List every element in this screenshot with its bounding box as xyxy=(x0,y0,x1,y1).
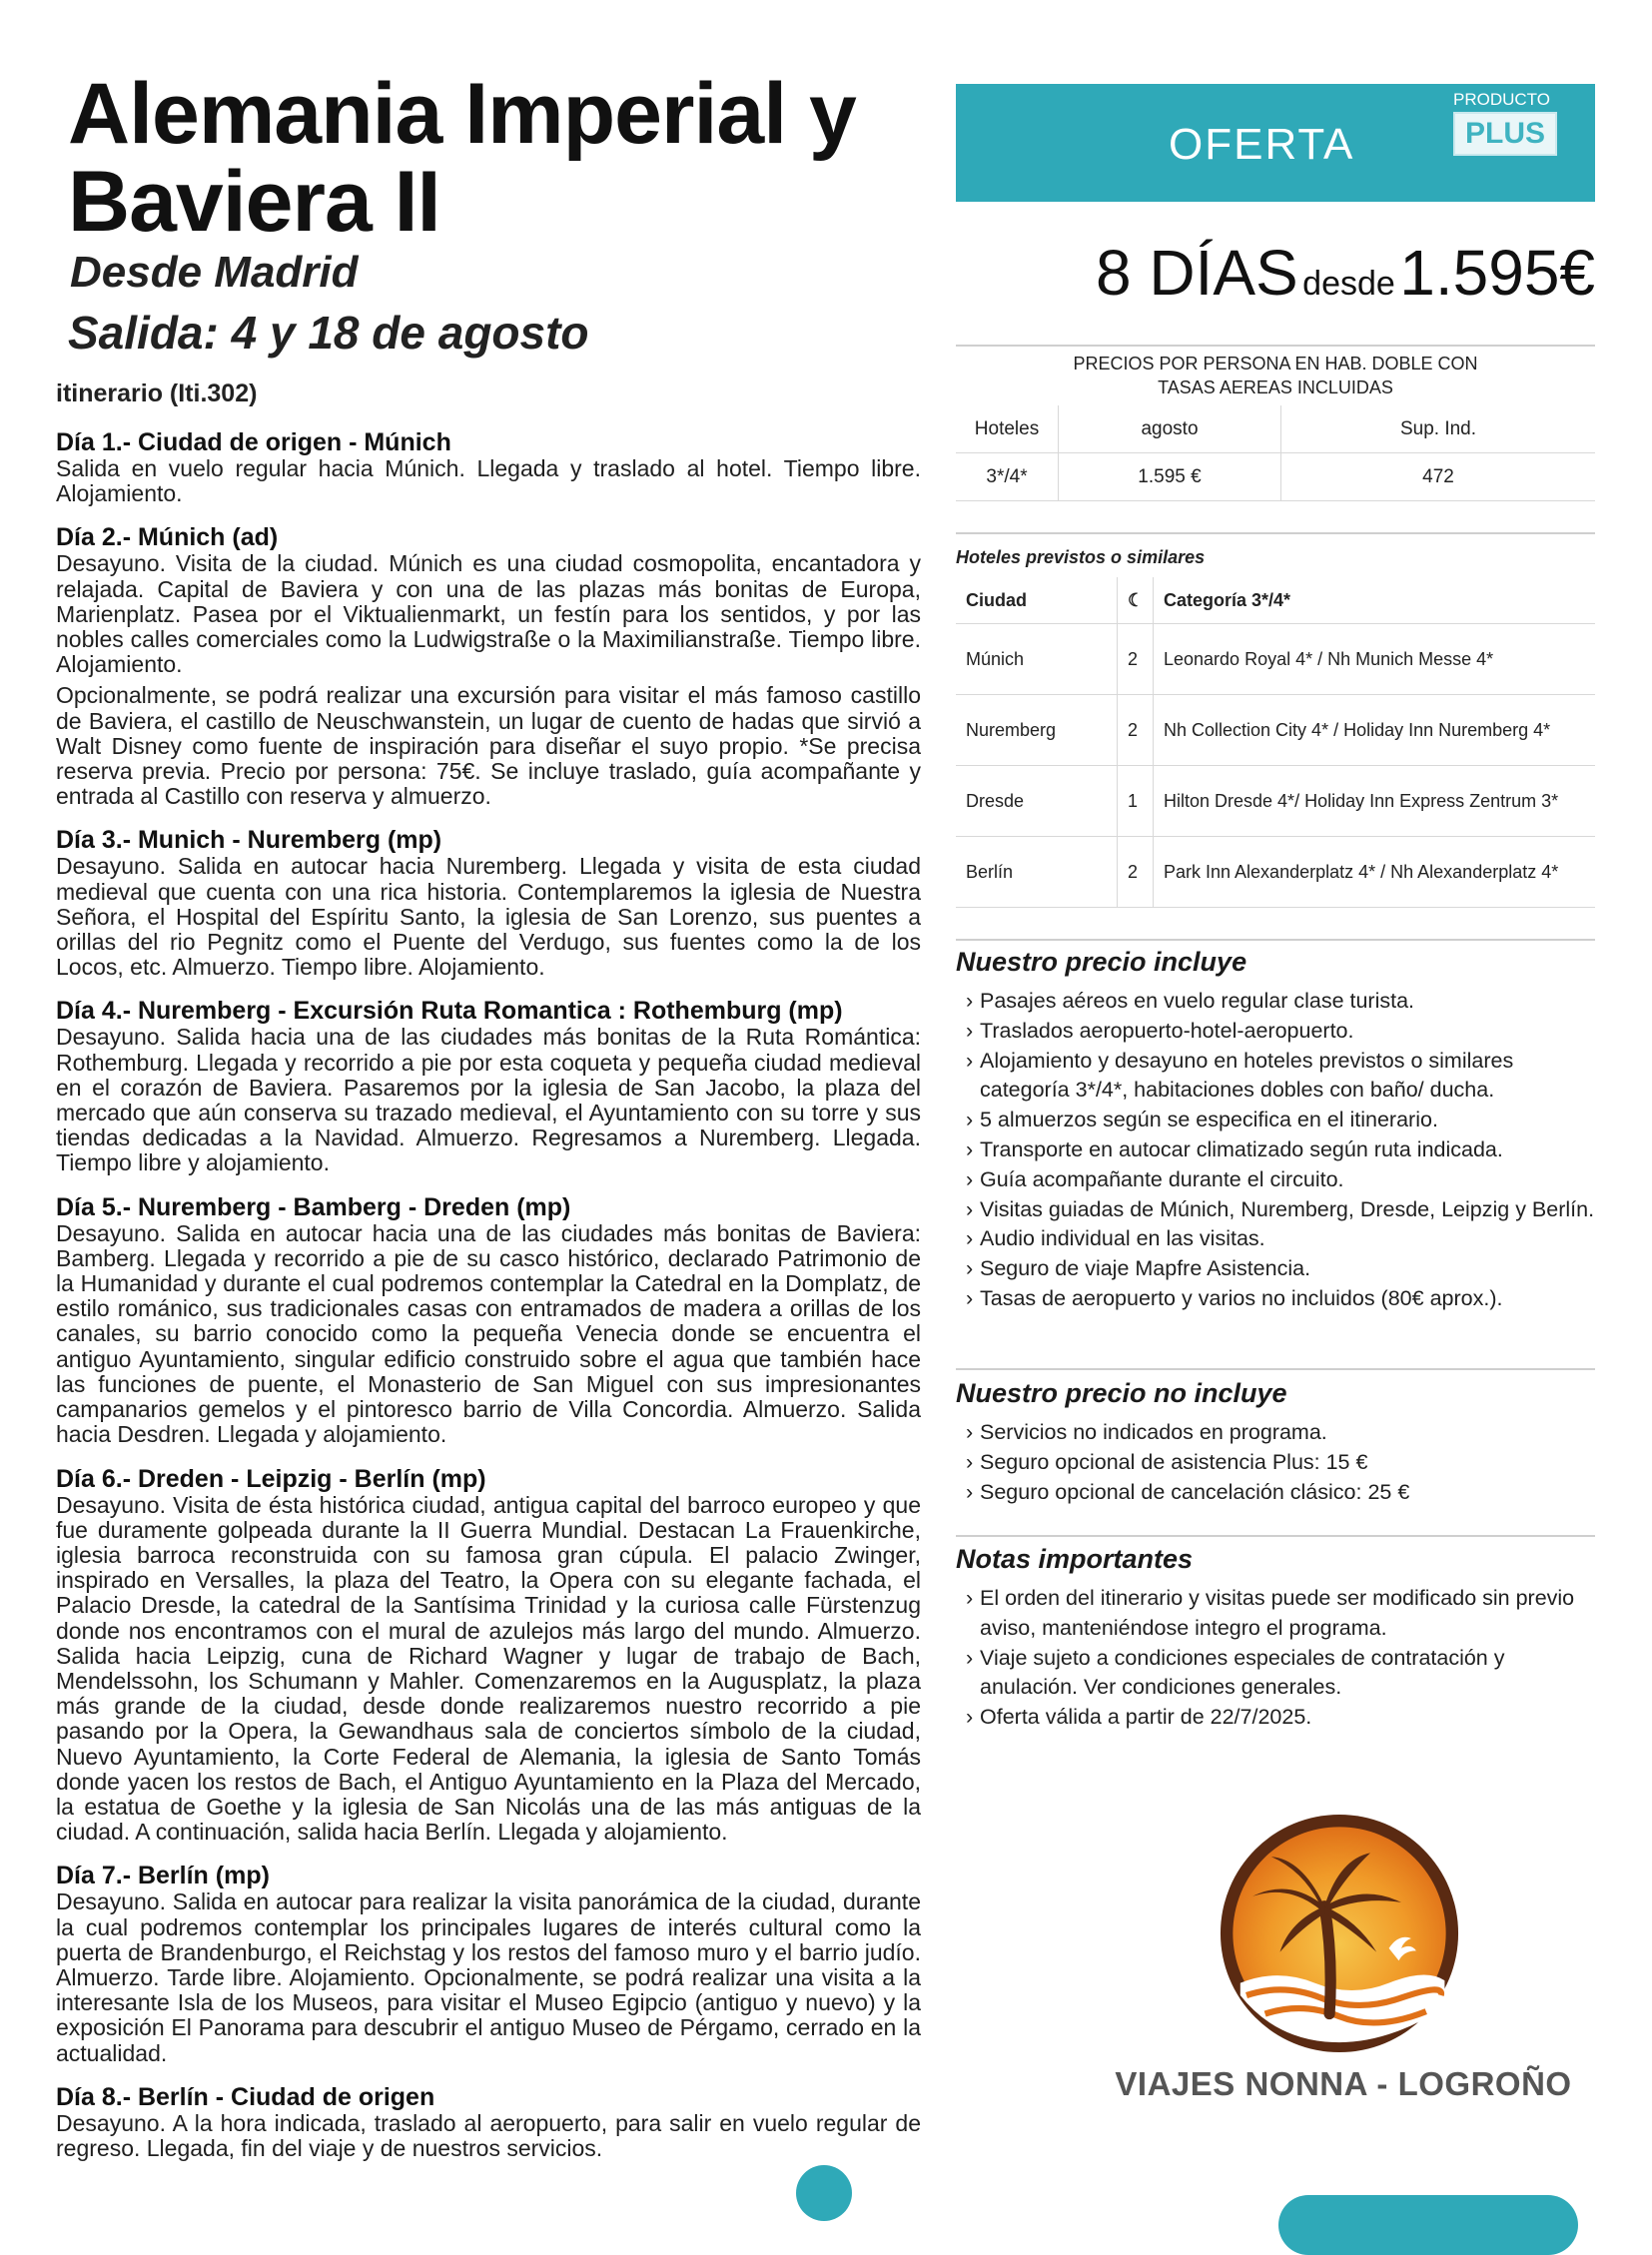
includes-item: › 5 almuerzos según se especifica en el itinerario. xyxy=(966,1106,1595,1135)
notes-list xyxy=(966,1584,1595,1733)
hotel-names: Park Inn Alexanderplatz 4* / Nh Alexanderplatz 4* xyxy=(1154,837,1596,908)
hotels-title: Hoteles previstos o similares xyxy=(956,547,1206,567)
itinerary-days xyxy=(56,429,921,2179)
page-dot-decoration xyxy=(796,2165,852,2221)
origin-subtitle: Desde Madrid xyxy=(70,248,359,297)
divider xyxy=(956,1535,1595,1537)
moon-icon: ☾ xyxy=(1118,577,1154,624)
itinerary-day xyxy=(56,1194,921,1448)
hotels-col-city: Ciudad xyxy=(956,577,1118,624)
includes-item: › Transporte en autocar climatizado según ruta indicada. xyxy=(966,1135,1595,1165)
hotel-nights: 1 xyxy=(1118,766,1154,837)
includes-item: › Tasas de aeropuerto y varios no incluidos (80€ aprox.). xyxy=(966,1284,1595,1314)
day-description: Desayuno. Visita de la ciudad. Múnich es una ciudad cosmopolita, encantadora y relajada. Capital de Baviera y con una de las plazas más bonitas de Europa, Marienplatz. Pasea por el Viktualienmarkt, un festín para los sentidos, y por las nobles calles comerciales como la Ludwigstraße o la Maximilianstraße. Tiempo libre. Alojamiento. xyxy=(56,550,921,678)
departure-subtitle: Salida: 4 y 18 de agosto xyxy=(68,307,589,359)
hotel-names: Hilton Dresde 4*/ Holiday Inn Express Zentrum 3* xyxy=(1154,766,1596,837)
price-cell: 1.595 € xyxy=(1059,453,1281,501)
itinerary-code: itinerario (Iti.302) xyxy=(56,379,258,407)
from-word: desde xyxy=(1302,265,1395,303)
includes-list xyxy=(966,987,1595,1314)
includes-item: › Visitas guiadas de Múnich, Nuremberg, Dresde, Leipzig y Berlín. xyxy=(966,1195,1595,1225)
divider xyxy=(956,345,1595,347)
day-description: Opcionalmente, se podrá realizar una excursión para visitar el más famoso castillo de Baviera, el castillo de Neuschwanstein, un lugar de cuento de hadas que sirvió a Walt Disney como fuente de inspiración para diseñar el suyo propio. *Se precisa reserva previa. Precio por persona: 75€. Se incluye traslado, guía acompañante y entrada al Castillo con reserva y almuerzo. xyxy=(56,682,921,810)
hotels-col-category: Categoría 3*/4* xyxy=(1154,577,1596,624)
price-note-line1: PRECIOS POR PERSONA EN HAB. DOBLE CON xyxy=(1073,354,1478,374)
itinerary-day xyxy=(56,1466,921,1846)
plus-badge-top: PRODUCTO xyxy=(1453,90,1550,109)
brand-name: VIAJES NONNA - LOGROÑO xyxy=(1115,2065,1572,2102)
not-includes-item: › Seguro opcional de asistencia Plus: 15 € xyxy=(966,1448,1595,1478)
offer-label: OFERTA xyxy=(1169,120,1355,169)
days-count: 8 DÍAS xyxy=(1095,237,1298,309)
day-title: Día 1.- Ciudad de origen - Múnich xyxy=(56,428,451,456)
includes-item: › Alojamiento y desayuno en hoteles previstos o similares categoría 3*/4*, habitaciones dobles con baño/ ducha. xyxy=(966,1047,1595,1107)
day-title: Día 7.- Berlín (mp) xyxy=(56,1862,270,1890)
hotel-names: Nh Collection City 4* / Holiday Inn Nuremberg 4* xyxy=(1154,695,1596,766)
price-note-line2: TASAS AEREAS INCLUIDAS xyxy=(1158,377,1393,397)
includes-title: Nuestro precio incluye xyxy=(956,947,1247,977)
hotel-city: Múnich xyxy=(956,624,1118,695)
hotel-nights: 2 xyxy=(1118,837,1154,908)
hotel-city: Nuremberg xyxy=(956,695,1118,766)
day-description: Desayuno. Salida hacia una de las ciudades más bonitas de la Ruta Romántica: Rothemburg. Llegada y recorrido a pie por esta coqueta y pequeña ciudad medieval en el corazón de Baviera. Pasaremos por la iglesia de San Jacobo, la plaza del mercado que aún conserva su trazado medieval, el Ayuntamiento con su torre y sus tiendas dedicadas a la Navidad. Almuerzo. Regresamos a Nuremberg. Llegada. Tiempo libre y alojamiento. xyxy=(56,1024,921,1176)
itinerary-day xyxy=(56,1863,921,2065)
includes-item: › Pasajes aéreos en vuelo regular clase turista. xyxy=(966,987,1595,1017)
itinerary-day xyxy=(56,827,921,980)
notes-title: Notas importantes xyxy=(956,1544,1194,1574)
hotel-city: Dresde xyxy=(956,766,1118,837)
page-title: Alemania Imperial y Baviera II xyxy=(68,66,856,250)
note-item: › Oferta válida a partir de 22/7/2025. xyxy=(966,1703,1595,1733)
day-title: Día 2.- Múnich (ad) xyxy=(56,523,279,552)
itinerary-day xyxy=(56,429,921,506)
day-description: Desayuno. A la hora indicada, traslado al aeropuerto, para salir en vuelo regular de regreso. Llegada, fin del viaje y de nuestros servicios. xyxy=(56,2109,921,2161)
hotel-names: Leonardo Royal 4* / Nh Munich Messe 4* xyxy=(1154,624,1596,695)
day-description: Salida en vuelo regular hacia Múnich. Llegada y traslado al hotel. Tiempo libre. Alojamiento. xyxy=(56,455,921,507)
includes-item: › Audio individual en las visitas. xyxy=(966,1224,1595,1254)
day-description: Desayuno. Visita de ésta histórica ciudad, antigua capital del barroco europeo y que fue duramente golpeada durante la II Guerra Mundial. Destacan La Frauenkirche, iglesia barroca reconstruida con su famosa gran cúpula. El palacio Zwinger, inspirado en Versalles, la plaza del Teatro, la Opera con su elegante fachada, el Palacio Dresde, la catedral de la Santísima Trinidad y la curiosa calle Fürstenzug donde nos encontramos con el mural de azulejos más largo del mundo. Almuerzo. Salida hacia Leipzig, cuna de Richard Wagner y lugar de trabajo de Bach, Mendelssohn, los Schumann y Mahler. Comenzaremos en la Augusplatz, la plaza más grande de la ciudad, desde donde realizaremos nuestro recorrido a pie pasando por la Opera, la Gewandhaus sala de conciertos símbolo de la ciudad, Nuevo Ayuntamiento, la Corte Federal de Alemania, la iglesia de Santo Tomás donde yacen los restos de Bach, el Antiguo Ayuntamiento en la Plaza del Mercado, la estatua de Goethe y la iglesia de San Nicolás una de las más antiguas de la ciudad. A continuación, salida hacia Berlín. Llegada y alojamiento. xyxy=(56,1491,921,1846)
table-row xyxy=(956,766,1595,837)
price-cell: 472 xyxy=(1281,453,1596,501)
itinerary-day xyxy=(56,998,921,1175)
note-item: › El orden del itinerario y visitas puede ser modificado sin previo aviso, manteniéndose integro el programa. xyxy=(966,1584,1595,1644)
includes-item: › Traslados aeropuerto-hotel-aeropuerto. xyxy=(966,1017,1595,1047)
divider xyxy=(956,939,1595,941)
plus-badge: PLUS xyxy=(1453,112,1557,156)
day-title: Día 4.- Nuremberg - Excursión Ruta Romantica : Rothemburg (mp) xyxy=(56,997,843,1026)
price-value: 1.595€ xyxy=(1399,237,1595,309)
price-headline xyxy=(1086,236,1595,310)
divider xyxy=(956,1368,1595,1370)
day-description: Desayuno. Salida en autocar hacia una de las ciudades más bonitas de Baviera: Bamberg. Llegada y recorrido a pie de su casco histórico, declarado Patrimonio de la Humanidad y durante el cual podremos contemplar la Catedral en la Domplatz, de estilo románico, sus tradicionales casas con entramados de madera a orillas de los canales, su barrio conocido como la pequeña Venecia donde se encuentra el antiguo Ayuntamiento, singular edificio construido sobre el agua que también hace las funciones de puente, el Monasterio de San Miguel con sus impresionantes campanarios gemelos y el pintoresco barrio de Villa Concordia. Almuerzo. Salida hacia Desdren. Llegada y alojamiento. xyxy=(56,1219,921,1448)
table-row xyxy=(956,695,1595,766)
day-title: Día 8.- Berlín - Ciudad de origen xyxy=(56,2082,435,2111)
itinerary-day xyxy=(56,2084,921,2161)
not-includes-item: › Servicios no indicados en programa. xyxy=(966,1418,1595,1448)
price-table-header xyxy=(956,405,1595,453)
price-cell: 3*/4* xyxy=(956,453,1059,501)
not-includes-title: Nuestro precio no incluye xyxy=(956,1378,1287,1408)
price-table-row xyxy=(956,453,1595,501)
day-title: Día 5.- Nuremberg - Bamberg - Dreden (mp) xyxy=(56,1192,571,1221)
not-includes-item: › Seguro opcional de cancelación clásico: 25 € xyxy=(966,1478,1595,1508)
hotel-city: Berlín xyxy=(956,837,1118,908)
hotels-table-header xyxy=(956,577,1595,624)
hotels-table xyxy=(956,577,1595,908)
itinerary-day xyxy=(56,524,921,809)
table-row xyxy=(956,837,1595,908)
price-col-month: agosto xyxy=(1059,405,1281,453)
day-title: Día 3.- Munich - Nuremberg (mp) xyxy=(56,826,442,855)
hotel-nights: 2 xyxy=(1118,624,1154,695)
palm-tree-sunset-logo xyxy=(1216,1810,1463,2057)
day-description: Desayuno. Salida en autocar para realizar la visita panorámica de la ciudad, durante la cual podremos contemplar los principales lugares de interés cultural como la puerta de Brandenburgo, el Reichstag y los restos del famoso muro y el barrio judío. Almuerzo. Tarde libre. Alojamiento. Opcionalmente, se podrá realizar una visita a la interesante Isla de los Museos, para visitar el Museo Egipcio (antiguo y nuevo) y la exposición El Panorama para descubrir el antiguo Museo de Pérgamo, cerrado en la actualidad. xyxy=(56,1888,921,2066)
includes-item: › Seguro de viaje Mapfre Asistencia. xyxy=(966,1254,1595,1284)
price-col-single: Sup. Ind. xyxy=(1281,405,1596,453)
note-item: › Viaje sujeto a condiciones especiales de contratación y anulación. Ver condiciones generales. xyxy=(966,1644,1595,1704)
table-row xyxy=(956,624,1595,695)
not-includes-list xyxy=(966,1418,1595,1507)
includes-item: › Guía acompañante durante el circuito. xyxy=(966,1165,1595,1195)
price-col-hotels: Hoteles xyxy=(956,405,1059,453)
day-title: Día 6.- Dreden - Leipzig - Berlín (mp) xyxy=(56,1464,486,1493)
price-table xyxy=(956,405,1595,501)
hotel-nights: 2 xyxy=(1118,695,1154,766)
price-note xyxy=(956,352,1595,399)
day-description: Desayuno. Salida en autocar hacia Nuremberg. Llegada y visita de esta ciudad medieval que cuenta con una rica historia. Contemplaremos la iglesia de Nuestra Señora, el Hospital del Espíritu Santo, la iglesia de San Lorenzo, sus puentes a orillas del rio Pegnitz como el Puente del Verdugo, sus fuentes como la de los Locos, etc. Almuerzo. Tiempo libre. Alojamiento. xyxy=(56,853,921,981)
divider xyxy=(956,532,1595,534)
bottom-tab-decoration xyxy=(1278,2195,1578,2255)
